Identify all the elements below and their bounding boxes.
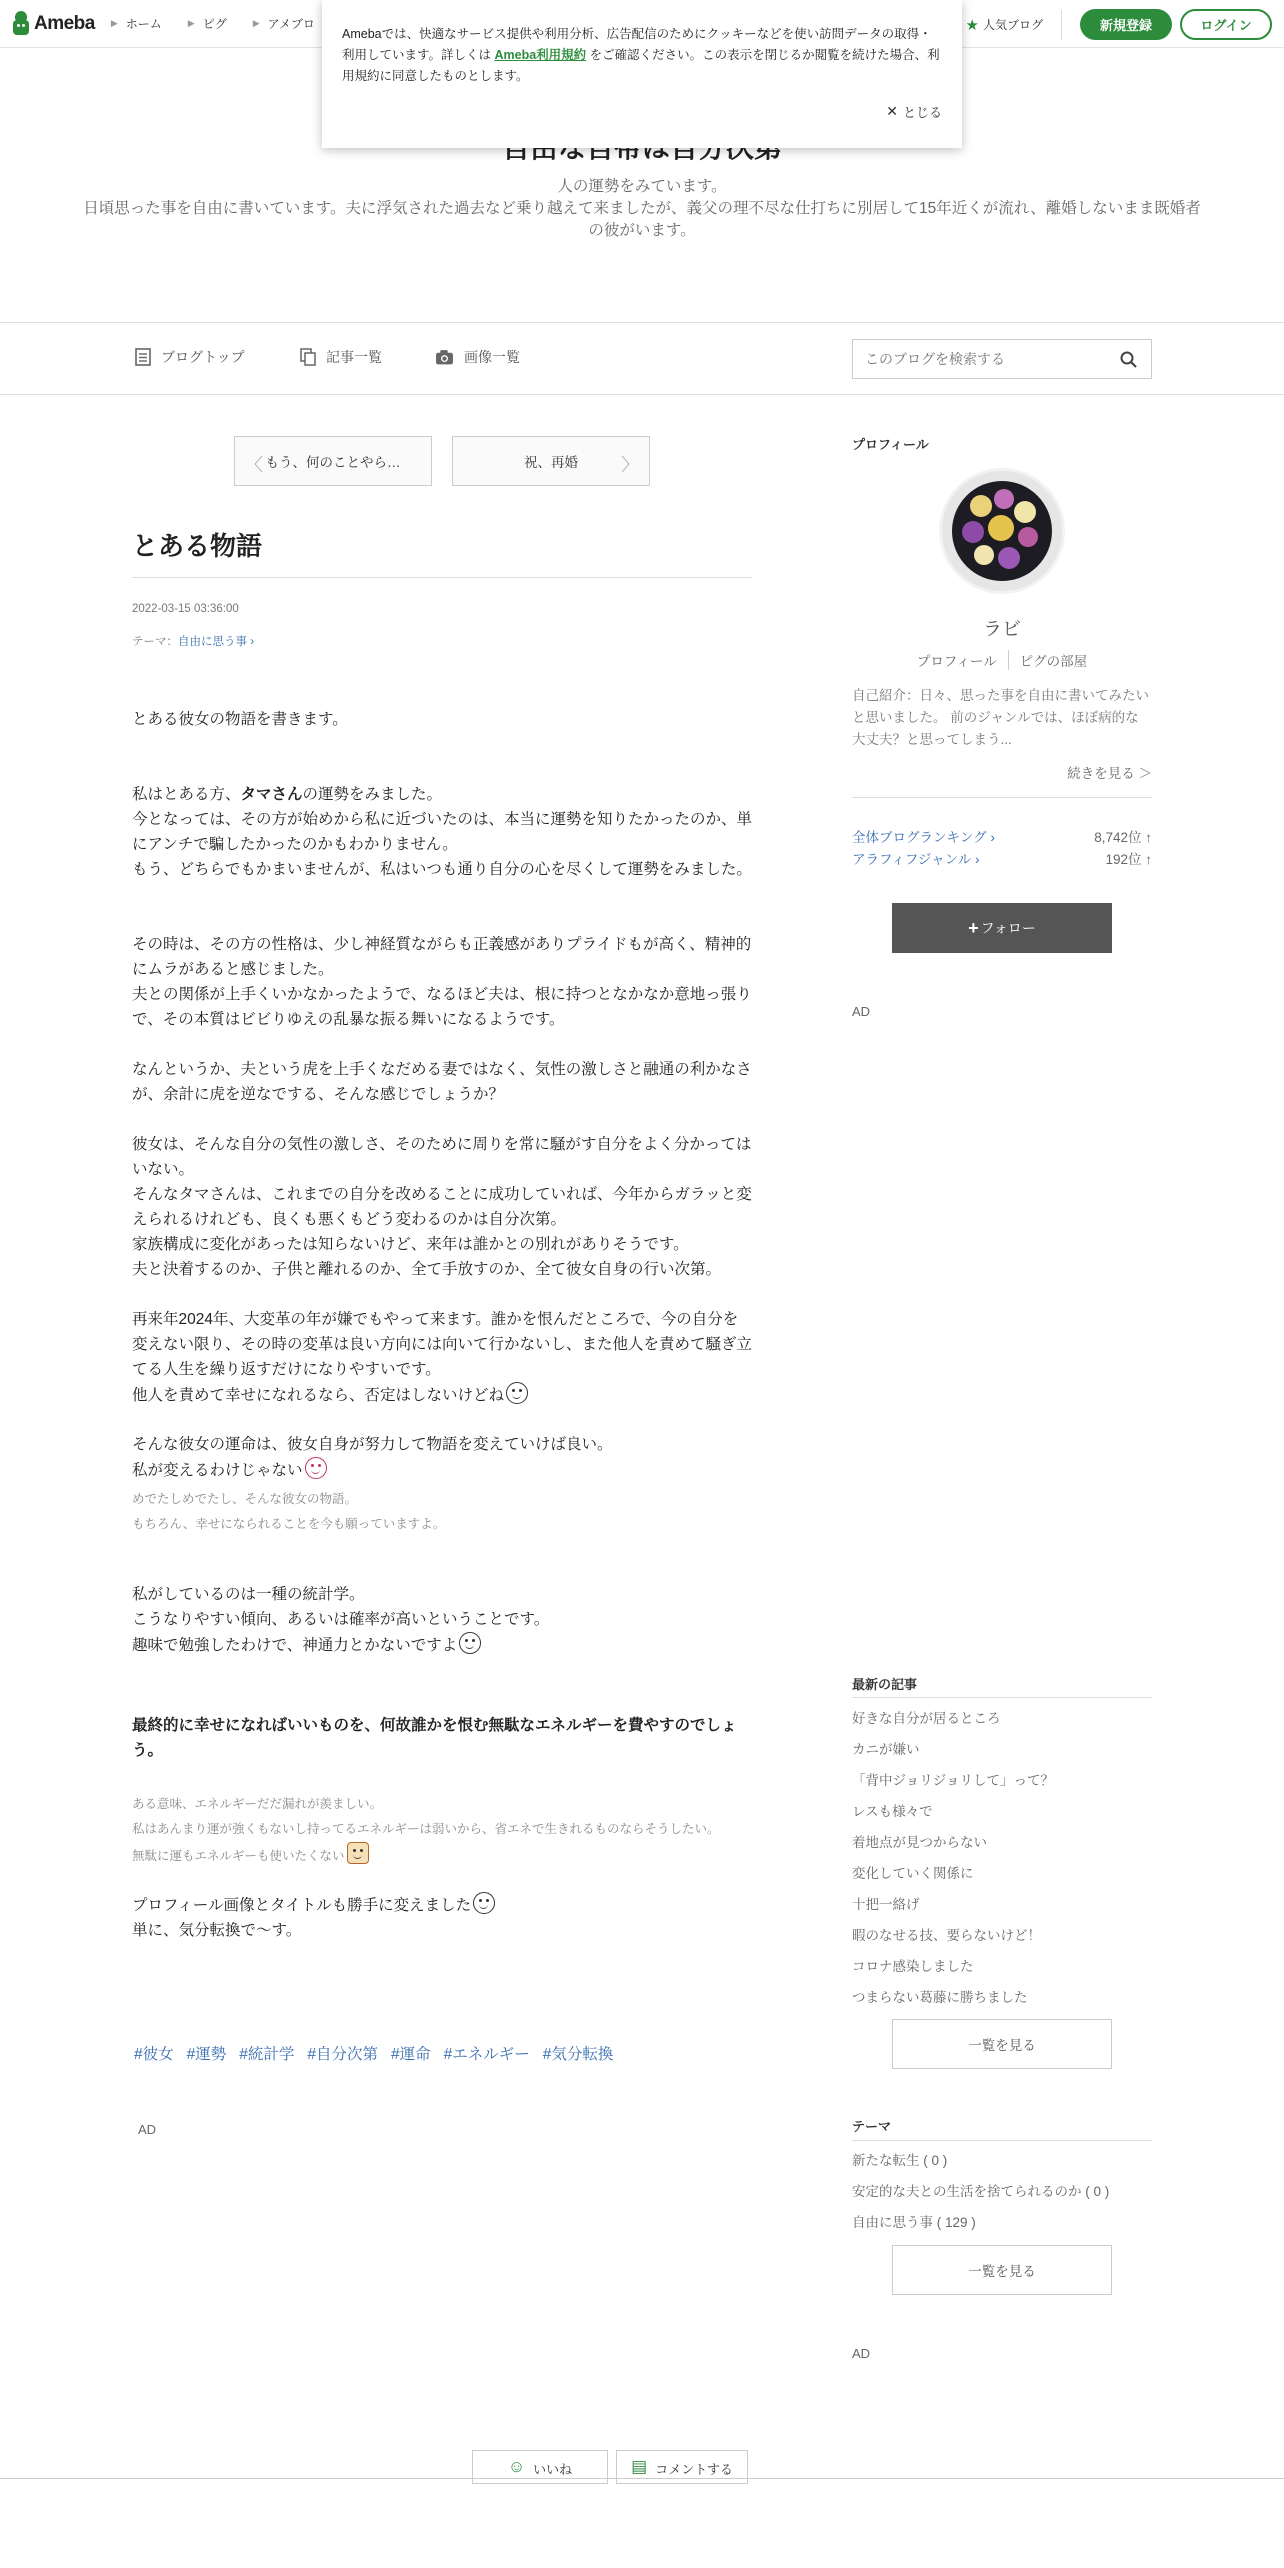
text: プロフィール画像とタイトルも勝手に変えました xyxy=(132,1897,472,1914)
cookie-text-1: Amebaでは、快適なサービス提供や利用分析、広告配信のためにクッキーなどを使い訪問データの取得・利用しています。詳しくは xyxy=(342,27,932,62)
chevron-right-icon: ▶ xyxy=(110,18,118,28)
ranking-genre-value: 192位 ↑ xyxy=(1105,852,1152,867)
search-input[interactable] xyxy=(865,351,1105,367)
nav-home-label: ホーム xyxy=(125,17,162,31)
latest-article-link[interactable]: カニが嫌い xyxy=(852,1742,920,1757)
ranking-all-label: 全体ブログランキング › xyxy=(852,830,995,845)
ranking-all[interactable] xyxy=(852,826,1152,846)
chevron-right-icon: 〉 xyxy=(621,455,639,475)
latest-article-link[interactable]: コロナ感染しました xyxy=(852,1959,974,1974)
text: 再来年2024年、大変革の年が嫌でもやって来ます。誰かを恨んだところで、今の自分を変えない限り、その時の変革は良い方向には向いて行かないし、また他人を責めて騒ぎ立てる人生を繰り返すだけになりやすいです。 xyxy=(132,1311,753,1378)
pudding-emoji-icon xyxy=(347,1842,369,1864)
text: 私が変えるわけじゃない xyxy=(132,1462,303,1479)
latest-article-link[interactable]: 「背中ジョリジョリして」って？ xyxy=(852,1773,1054,1788)
hashtag[interactable]: #気分転換 xyxy=(542,2046,614,2063)
ranking-genre[interactable] xyxy=(852,848,1152,868)
latest-article-link[interactable]: 変化していく関係に xyxy=(852,1866,974,1881)
hashtag[interactable]: #エネルギー xyxy=(443,2046,530,2063)
popular-label: 人気ブログ xyxy=(982,18,1043,32)
chevron-right-icon: › xyxy=(247,636,255,648)
article-list-link[interactable] xyxy=(300,347,382,367)
flower-emoji-icon xyxy=(305,1457,327,1479)
nav-ameblo[interactable] xyxy=(253,15,315,32)
bold-text: タマさん xyxy=(240,786,303,803)
theme-list-link[interactable]: 自由に思う事 ( 129 ) xyxy=(852,2215,976,2230)
terms-link[interactable]: Ameba利用規約 xyxy=(494,48,587,62)
plus-icon: + xyxy=(968,917,979,938)
ranking-all-text: 全体ブログランキング xyxy=(852,830,987,845)
article-paragraph xyxy=(132,1892,752,1943)
article-paragraph: なんというか、夫という虎を上手くなだめる妻ではなく、気性の激しさと融通の利かなさが、余計に虎を逆なでする、そんな感じでしょうか？ xyxy=(132,1061,752,1103)
ad-label: AD xyxy=(852,2346,871,2361)
small-text: ある意味、エネルギーだだ漏れが羨ましい。 xyxy=(132,1797,383,1811)
article-paragraph: とある彼女の物語を書きます。 xyxy=(132,711,348,728)
follow-label: フォロー xyxy=(980,920,1036,936)
smile-icon: ☺ xyxy=(507,2457,526,2476)
divider xyxy=(852,1697,1152,1698)
latest-article-link[interactable]: レスも様々で xyxy=(852,1804,933,1819)
avatar[interactable] xyxy=(942,471,1062,591)
hashtag[interactable]: #運勢 xyxy=(186,2046,227,2063)
image-list-link[interactable] xyxy=(435,347,520,367)
divider xyxy=(0,2478,1284,2479)
article-paragraph xyxy=(132,1432,752,1483)
profile-name[interactable]: ラビ xyxy=(982,619,1021,640)
cookie-banner xyxy=(322,0,962,148)
blog-top-link[interactable] xyxy=(135,347,245,367)
small-text: もちろん、幸せになられることを今も願っていますよ。 xyxy=(132,1517,446,1531)
blog-description xyxy=(80,176,1204,242)
blog-desc-line-1: 人の運勢をみています。 xyxy=(557,178,727,195)
chevron-left-icon: 〈 xyxy=(245,455,263,475)
text: 夫と決着するのか、子供と離れるのか、全て手放すのか、全て彼女自身の行い次第。 xyxy=(132,1261,722,1278)
text: そんなタマさんは、これまでの自分を改めることに成功していれば、今年からガラッと変えられるけれども、良くも悪くもどう変わるのかは自分次第。 xyxy=(132,1186,752,1228)
article-note xyxy=(132,1792,752,1869)
text: そんな彼女の運命は、彼女自身が努力して物語を変えていけば良い。 xyxy=(132,1436,613,1453)
grin-emoji-icon xyxy=(459,1632,481,1654)
article-theme xyxy=(132,633,254,649)
image-list-label: 画像一覧 xyxy=(464,349,520,365)
ad-label: AD xyxy=(852,1004,871,1019)
article-paragraph xyxy=(132,932,752,1032)
ameba-logo[interactable] xyxy=(12,0,95,48)
popular-blogs-link[interactable] xyxy=(966,10,1062,40)
small-text: 私はあんまり運が強くもないし持ってるエネルギーは弱いから、省エネで生きれるものならそうしたい。 xyxy=(132,1822,720,1836)
latest-article-link[interactable]: 十把一絡げ xyxy=(852,1897,920,1912)
header-actions xyxy=(966,9,1272,40)
comment-icon: ▤ xyxy=(631,2457,648,2476)
hashtag-list xyxy=(134,2042,626,2064)
hashtag[interactable]: #統計学 xyxy=(239,2046,295,2063)
camera-icon xyxy=(435,348,454,366)
global-nav xyxy=(111,15,341,32)
text: 夫との関係が上手くいかなかったようで、なるほど夫は、根に持つとなかなか意地っ張りで、その本質はビビりゆえの乱暴な振る舞いになるようです。 xyxy=(132,986,752,1028)
small-text: めでたしめでたし、そんな彼女の物語。 xyxy=(132,1492,358,1506)
cookie-close-button[interactable] xyxy=(886,102,942,121)
article-paragraph xyxy=(132,1582,752,1658)
smirk-emoji-icon xyxy=(506,1382,528,1404)
hashtag[interactable]: #彼女 xyxy=(134,2046,174,2063)
login-button[interactable]: ログイン xyxy=(1180,9,1272,40)
text: 今となっては、その方が始めから私に近づいたのは、本当に運勢を知りたかったのか、単にアンチで騙したかったのかもわかりません。 xyxy=(132,811,753,853)
divider xyxy=(852,797,1152,798)
star-icon: ★ xyxy=(965,16,979,34)
divider xyxy=(852,2140,1152,2141)
chevron-right-icon: ▶ xyxy=(187,18,195,28)
article-date: 2022-03-15 03:36:00 xyxy=(132,603,239,615)
nav-ameblo-label: アメブロ xyxy=(267,17,315,31)
follow-button[interactable] xyxy=(892,903,1112,953)
avatar-image xyxy=(952,481,1052,581)
prev-article-label: もう、何のことやら… xyxy=(265,455,401,470)
latest-article-link[interactable]: 好きな自分が居るところ xyxy=(852,1711,1001,1726)
pigg-room-link[interactable]: ピグの部屋 xyxy=(1008,650,1099,670)
cookie-close-label: とじる xyxy=(902,105,942,120)
blog-desc-line-2: 日頃思った事を自由に書いています。夫に浮気された過去など乗り越えて来ましたが、義父の理不尽な仕打ちに別居して15年近くが流れ、離婚しないまま既婚者の彼がいます。 xyxy=(83,200,1201,239)
theme-list-link[interactable]: 安定的な夫との生活を捨てられるのか ( 0 ) xyxy=(852,2184,1110,2199)
theme-more-button[interactable]: 一覧を見る xyxy=(892,2245,1112,2295)
article-paragraph-bold: 最終的に幸せになればいいものを、何故誰かを恨む無駄なエネルギーを費やすのでしょう。 xyxy=(132,1717,737,1759)
profile-heading: プロフィール xyxy=(852,437,929,452)
article-note xyxy=(132,1487,752,1537)
text: こうなりやすい傾向、あるいは確率が高いということです。 xyxy=(132,1611,550,1628)
profile-intro: 自己紹介：日々、思った事を自由に書いてみたいと思いました。 前のジャンルでは、ほぼ病的な大丈夫？と思ってしまう... xyxy=(852,688,1149,747)
document-icon xyxy=(135,348,151,366)
text: 単に、気分転換で〜す。 xyxy=(132,1922,302,1939)
blog-search xyxy=(852,339,1152,379)
comment-label: コメントする xyxy=(655,2462,733,2477)
article-paragraph xyxy=(132,1307,752,1408)
text: 他人を責めて幸せになれるなら、否定はしないけどね xyxy=(132,1387,505,1404)
chevron-right-icon: ▶ xyxy=(252,18,260,28)
copy-icon xyxy=(300,348,316,366)
nav-home[interactable] xyxy=(111,15,162,32)
text: 私がしているのは一種の統計学。 xyxy=(132,1586,365,1603)
article-title[interactable]: とある物語 xyxy=(132,531,263,561)
profile-links xyxy=(852,650,1152,670)
search-icon[interactable] xyxy=(1120,351,1137,368)
latest-article-link[interactable]: 着地点が見つからない xyxy=(852,1835,987,1850)
hashtag[interactable]: #運命 xyxy=(391,2046,431,2063)
ranking-genre-label: アラフィフジャンル › xyxy=(852,852,980,867)
latest-article-link[interactable]: つまらない葛藤に勝ちました xyxy=(852,1990,1028,2005)
text: 家族構成に変化があったは知らないけど、来年は誰かとの別れがありそうです。 xyxy=(132,1236,689,1253)
prev-article-button[interactable] xyxy=(234,436,432,486)
theme-heading: テーマ xyxy=(852,2119,892,2134)
cookie-text xyxy=(342,24,940,87)
like-label: いいね xyxy=(533,2462,573,2477)
latest-more-button[interactable]: 一覧を見る xyxy=(892,2019,1112,2069)
hashtag[interactable]: #自分次第 xyxy=(307,2046,378,2063)
divider xyxy=(132,577,752,578)
next-article-label: 祝、再婚 xyxy=(524,455,578,470)
cookie-text-2: をご確認ください。この表示を閉じるか閲覧を続けた場合、利用規約に同意したものとします。 xyxy=(342,48,940,83)
logo-text: Ameba xyxy=(34,12,95,34)
blog-top-label: ブログトップ xyxy=(161,349,245,365)
next-article-button[interactable] xyxy=(452,436,650,486)
article-paragraph xyxy=(132,1132,752,1282)
text: の運勢をみました。 xyxy=(302,786,443,803)
ad-label: AD xyxy=(138,2122,157,2137)
ameba-logo-icon xyxy=(12,11,30,37)
read-more-link[interactable]: 続きを見る ＞ xyxy=(1067,766,1152,781)
text: もう、どちらでもかまいませんが、私はいつも通り自分の心を尽くして運勢をみました。 xyxy=(132,861,752,878)
article-list-label: 記事一覧 xyxy=(326,349,382,365)
text: 趣味で勉強したわけで、神通力とかないですよ xyxy=(132,1637,458,1654)
article-paragraph xyxy=(132,782,752,882)
blog-nav xyxy=(0,323,1284,395)
ranking-all-value: 8,742位 ↑ xyxy=(1094,830,1152,845)
text: 私はとある方、 xyxy=(132,786,241,803)
latest-article-link[interactable]: 暇のなせる技、要らないけど！ xyxy=(852,1928,1041,1943)
theme-link[interactable]: 自由に思う事 xyxy=(178,636,247,648)
profile-link[interactable]: プロフィール xyxy=(916,654,997,669)
nav-pigg-label: ピグ xyxy=(202,17,227,31)
latest-heading: 最新の記事 xyxy=(852,1677,918,1692)
text: その時は、その方の性格は、少し神経質ながらも正義感がありプライドもが高く、精神的にムラがあると感じました。 xyxy=(132,936,752,978)
grin-emoji-icon xyxy=(473,1892,495,1914)
register-button[interactable]: 新規登録 xyxy=(1080,9,1172,40)
small-text: 無駄に運もエネルギーも使いたくない xyxy=(132,1849,345,1863)
theme-list-link[interactable]: 新たな転生 ( 0 ) xyxy=(852,2153,948,2168)
text: 彼女は、そんな自分の気性の激しさ、そのために周りを常に騒がす自分をよく分かってはいない。 xyxy=(132,1136,752,1178)
nav-pigg[interactable] xyxy=(188,15,227,32)
close-icon: ✕ xyxy=(886,103,898,119)
ranking-genre-text: アラフィフジャンル xyxy=(852,852,972,867)
theme-label: テーマ： xyxy=(132,636,178,648)
